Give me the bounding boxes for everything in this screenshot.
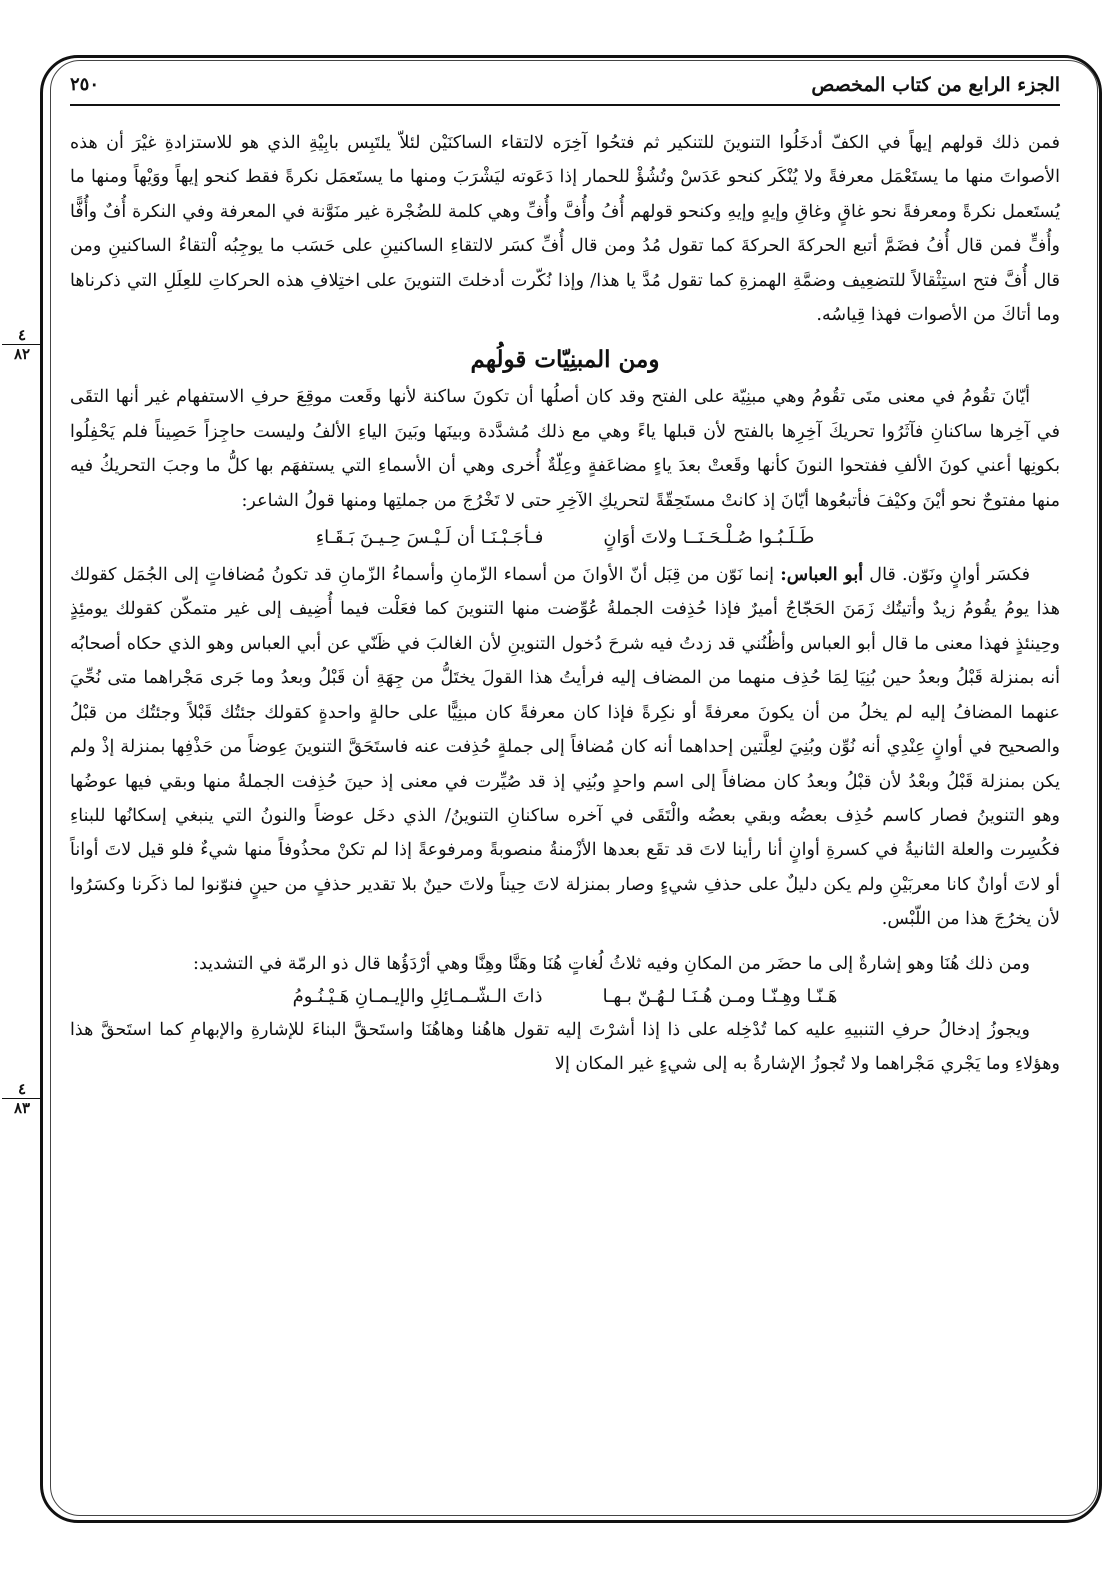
- margin-folio-volume: ٤: [2, 328, 42, 345]
- book-title: الجزء الرابع من كتاب المخصص: [811, 74, 1060, 96]
- cited-scholar: أبو العباس:: [780, 564, 864, 586]
- paragraph-lead: فكسَر أوانٍ ونَوّن. قال: [869, 565, 1030, 586]
- margin-folio-page: ٨٢: [13, 345, 31, 363]
- poem-verse: [70, 518, 1060, 558]
- margin-folio-note: [2, 1082, 42, 1115]
- page-number: ٢٥٠: [70, 74, 100, 95]
- paragraph: فمن ذلك قولهم إيهاً في الكفّ أدخَلُوا التنوينَ للتنكير ثم فتحُوا آخِرَه لالتقاء الساكنَيْن لئلاّ يلتَبِس بابِيْةِ الذي هو للاستزادةِ غيْرَ أن هذه الأصواتَ منها ما يستَعْمَل معرفةً ولا يُنْكَر كنحو عَدَسْ وتُشُؤْ للحمار إذا دَعَوته ليَشْرَبَ ومنها ما يستَعمَل نكرةً فقط كنحو إيهاً ووَيْهاً ومنها ما يُستَعمل نكرةً ومعرفةً نحو غاقٍ وغاقِ وإيهٍ وإيهِ وكنحو قولهم أُفُ وأُفَّ وأُفِّ وهي كلمة للضُجْرة غير منَوَّنة في المعرفة وفي النكرة أُفٌ وأُفًّا وأُفٍّ فمن قال أُفُ فضَمَّ أتبع الحركةَ الحركةَ كما تقول مُدُ ومن قال أُفِّ كسَر لالتقاءِ الساكنينِ على حَسَب ما يوجِبُه اْلتقاءُ الساكنينِ ومن قال أُفَّ فتح استِثْقالاً للتضعِيف وضمَّةِ الهمزةِ كما تقول مُدَّ يا هذا/ وإذا نُكّرت أدخلتَ التنوينَ على اختِلافِ هذه الحركاتِ للعِلَلِ التي ذكرناها وما أتاكَ من الأصوات فهذا قِياسُه.: [70, 133, 1060, 326]
- paragraph: ومن ذلك هُنَا وهو إشارةٌ إلى ما حضَر من المكانِ وفيه ثلاثُ لُغاتٍ هُنَا وهَنَّا وهِنَّا وهي أرْدَؤُها قال ذو الرمّة في التشديد:: [193, 953, 1030, 974]
- paragraph: ويجوزُ إدخالُ حرفِ التنبيهِ عليه كما تُدْخِله على ذا إذا أشرْتَ إليه تقول هاهُنا وهاهُنَا واستَحقَّ البناءَ للإشارةِ والإبهامِ كما استَحقَّ هذا وهؤلاءِ وما يَجْري مَجْراهما ولا تُجوزُ الإشارةُ به إلى شيءٍ غير المكان إلا: [70, 1019, 1060, 1075]
- section-heading: ومن المبنِيّات قولُهم: [470, 346, 660, 374]
- running-header: [70, 70, 1060, 106]
- verse-hemistich-second: فـأجَـبْـنَـا أن لَـيْـسَ حِـيـنَ بَـقَـاءِ: [315, 527, 544, 549]
- verse-hemistich-first: هَـنّـا وهِـنّـا ومـن هُـنَـا لـهُـنّ بـهـا: [602, 985, 838, 1007]
- verse-hemistich-second: ذاتَ الـشّـمـائِلِ والإيـمـانِ هَـيْـنُـومُ: [292, 985, 543, 1007]
- paragraph: [70, 558, 1060, 936]
- poem-verse: [70, 981, 1060, 1013]
- verse-hemistich-first: طَـلَـبُـوا صُـلْـحَـنَــا ولاتَ أوَانٍ: [603, 527, 815, 549]
- margin-folio-note: [2, 328, 42, 361]
- paragraph: أيّانَ تقُومُ في معنى متَى تقُومُ وهي مبنِيّة على الفتح وقد كان أصلُها أن تكونَ ساكنة لأنها وقَعت موقِعَ حرفِ الاستفهام غير أنها التقَى في آخِرها ساكنانِ فآثَرُوا تحريكَ آخِرِها بالفتح لأن قبلها ياءً وهي مع ذلك مُشدَّدة وبينَها وبَينَ الياءِ الألفُ وليست حاجِزاً حَصِيناً فلم يَحْفِلُوا بكونِها أعني كونَ الألفِ ففتحوا النونَ كأنها وقَعتْ بعدَ ياءٍ مضاعَفةٍ وعِلّةٌ أُخرى وهي أن الأسماءِ التي يستفهَم بها كلُّ ما وجبَ التحريكُ فيه منها مفتوحٌ نحو أيْنَ وكيْفَ فأتبعُوها أيّانَ إذ كانتْ مستَحِقّةً لتحريكِ الآخِرِ حتى لا تَخْرُجَ من جملتِها ومنها قولُ الشاعر:: [70, 387, 1060, 511]
- main-text: [70, 126, 1060, 1082]
- paragraph-body: إنما نَوّن من قِبَل أنّ الأوانَ من أسماء الزّمانِ وأسماءُ الزّمانِ قد تكونُ مُضافاتٍ إلى الجُمَل كقولك هذا يومُ يقُومُ زيدٌ وأتيتُك زَمَنَ الحَجّاجُ أميرٌ فإذا حُذِفت الجملةُ عُوِّضت منها التنوينَ كما فعَلْت فيما أُضِيف إلى غير متمكّن كقولك يومئِذٍ وحِينئذٍ فهذا معنى ما قال أبو العباس وأظُنُني قد زدتُ فيه شرحَ دُخول التنوينِ لأن الغالبَ في ظَنّي عن أبي العباس وهو الذي حكاه أصحابُه أنه بمنزلة قَبْلُ وبعدُ حين بُنِيَا لِمَا حُذِف منهما من المضاف إليه فرأيتُ هذا القولَ يختَلُّ من جِهَةِ أن قَبْلُ وبعدُ وما جَرى مَجْراهما متى نُحِّيَ عنهما المضافُ إليه لم يخلُ من أن يكونَ معرفةً أو نكِرةً فإذا كان معرفةً كان مبنِيًّا على حالةٍ واحدةٍ كقولك جئتُك قَبْلاً وجئتُك من قبْلُ والصحيح في أوانٍ عِنْدِي أنه نُوِّن وبُنِيَ لعِلَّتين إحداهما أنه كان مُضافاً إلى جملةٍ حُذِفت عنه فاستَحَقَّ التنوينَ عِوضاً من حَذْفِها بمنزلة إذْ ولم يكن بمنزلة قَبْلُ وبعْدُ لأن قبْلُ وبعدُ كان مضافاً إلى اسم واحدٍ وبُنِي إذ قد صُيِّرت في معنى إذ حينَ حُذِفت الجملةُ منها وبقي فيها عوضُها وهو التنوينُ فصار كاسم حُذِف بعضُه وبقي بعضُه والْتَقَى في آخره ساكنانِ التنوينُ/ الذي دخَل عوضاً والنونُ التي ينبغي إسكانُها للبناءِ فكُسِرت والعلة الثانيةُ في كسرةِ أوانٍ أنا رأينا لاتَ قد تقَع بعدها الأزْمنةُ منصوبةً ومرفوعةً إذا لم تكنْ محذُوفاً منها شيءٌ فلو قيل لاتَ أواناً أو لاتَ أوانٌ كانا معربَيْنِ ولم يكن دليلٌ على حذفِ شيءٍ وصار بمنزلة لاتَ حِيناً ولاتَ حينٌ بلا تقدير حذفٍ من حينٍ فنوّنوا لما ذكَرنا وكسَرُوا لأن يخرُجَ هذا من اللّبْس.: [70, 565, 1060, 930]
- margin-folio-volume: ٤: [2, 1082, 42, 1099]
- margin-folio-page: ٨٣: [13, 1099, 31, 1117]
